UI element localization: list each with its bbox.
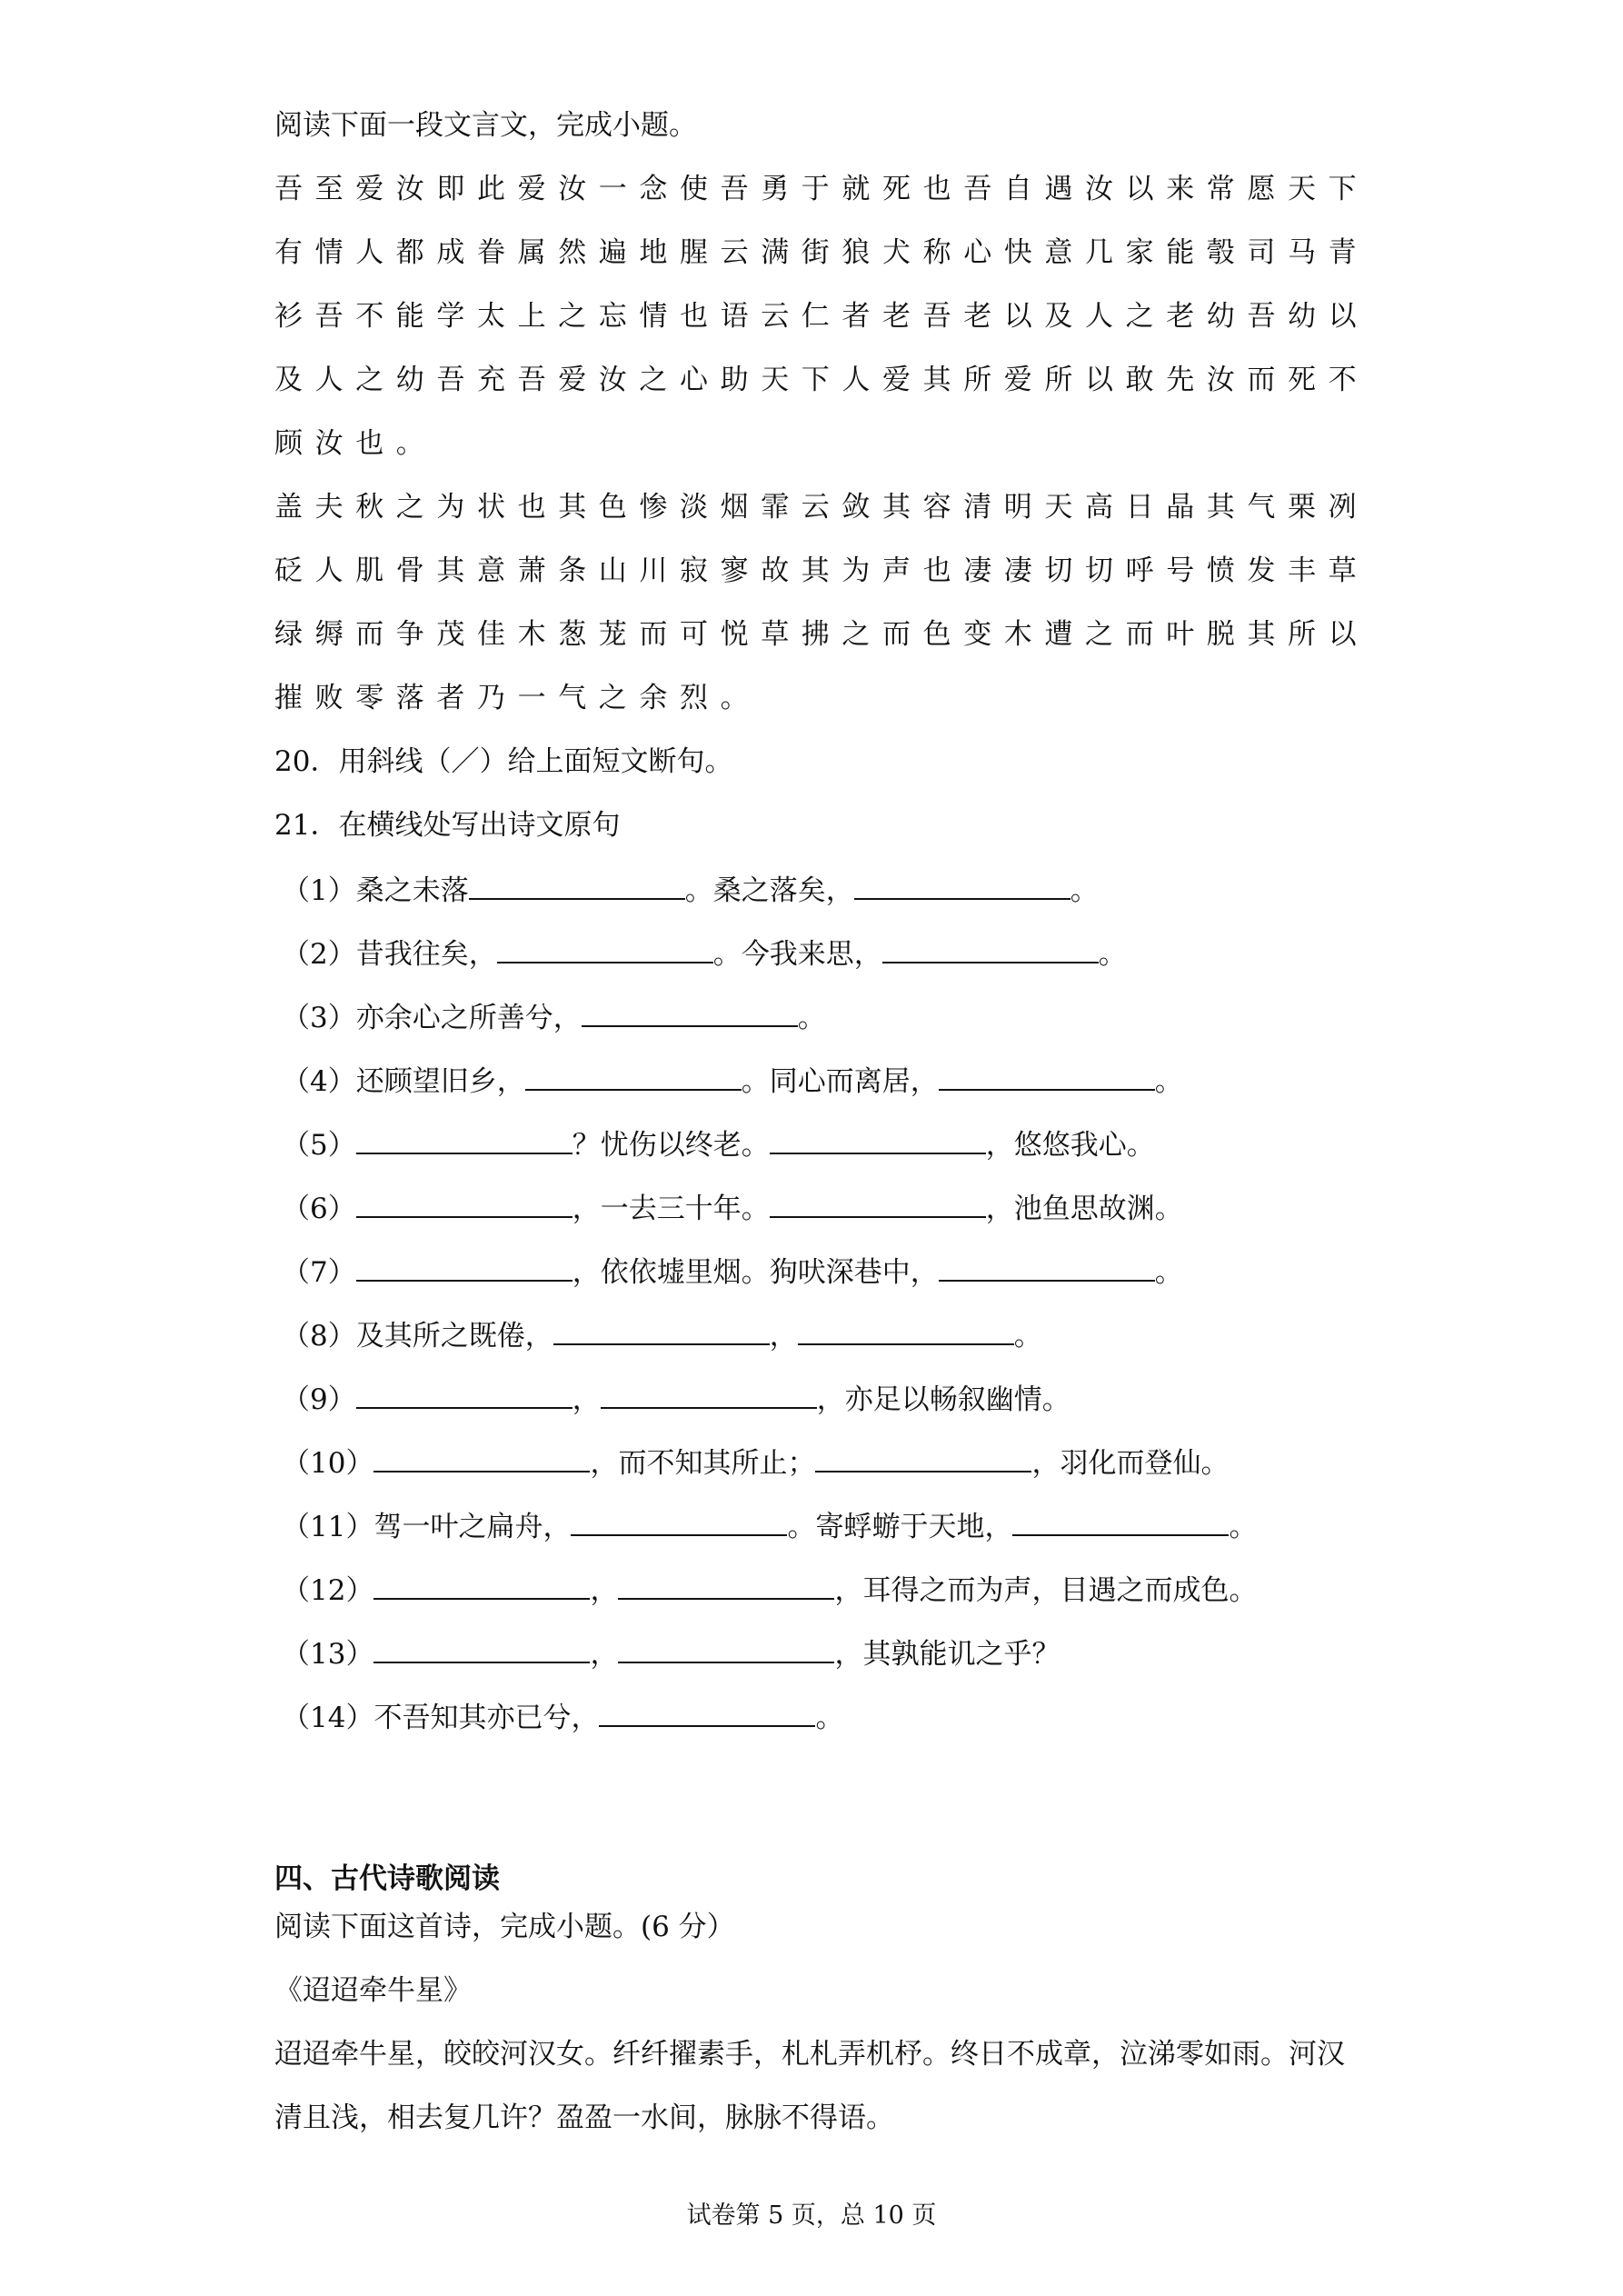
answer-blank[interactable]	[553, 1316, 770, 1345]
answer-blank[interactable]	[373, 1571, 590, 1600]
item-number: （10）	[282, 1447, 374, 1480]
reading-instruction: 阅读下面一段文言文，完成小题。	[274, 109, 697, 142]
answer-blank[interactable]	[497, 934, 713, 963]
passage-2-line: 绿缛而争茂佳木葱茏而可悦草拂之而色变木遭之而叶脱其所以	[274, 618, 1369, 651]
item-text: 。今我来思，	[712, 938, 882, 971]
fill-in-item	[282, 1380, 1383, 1416]
item-text: ，一去三十年。	[572, 1193, 770, 1225]
poem-title: 《迢迢牵牛星》	[274, 1974, 472, 2007]
answer-blank[interactable]	[571, 1507, 787, 1536]
poem-section	[274, 1909, 1392, 2163]
passage-1	[274, 171, 1383, 462]
fill-in-item	[282, 1062, 1383, 1098]
item-text: ，悠悠我心。	[985, 1129, 1155, 1162]
item-text: ，依依墟里烟。狗吠深巷中，	[572, 1256, 939, 1289]
answer-blank[interactable]	[356, 1189, 573, 1218]
answer-blank[interactable]	[599, 1698, 815, 1727]
answer-blank[interactable]	[770, 1125, 986, 1154]
main-content	[274, 107, 1383, 1762]
item-number: （4）	[282, 1065, 356, 1098]
item-number: （3）	[282, 1002, 356, 1034]
item-text: ，	[572, 1383, 601, 1416]
answer-blank[interactable]	[1012, 1507, 1229, 1536]
poem-line: 迢迢牵牛星，皎皎河汉女。纤纤擢素手，札札弄机杼。终日不成章，泣涕零如雨。河汉	[274, 2038, 1345, 2071]
poem-instruction: 阅读下面这首诗，完成小题。(6 分）	[274, 1911, 735, 1943]
item-number: （9）	[282, 1383, 356, 1416]
fill-in-item	[282, 998, 1383, 1034]
item-number: （7）	[282, 1256, 356, 1289]
answer-blank[interactable]	[373, 1634, 590, 1663]
fill-in-item	[282, 1316, 1383, 1353]
answer-blank[interactable]	[815, 1443, 1031, 1472]
answer-blank[interactable]	[798, 1316, 1014, 1345]
page-footer: 试卷第 5 页，总 10 页	[686, 2201, 937, 2230]
item-text: 。	[1229, 1511, 1258, 1543]
item-text: ，	[590, 1638, 619, 1671]
answer-blank[interactable]	[525, 1062, 742, 1091]
item-number: （2）	[282, 938, 356, 971]
section-heading: 四、古代诗歌阅读	[274, 1862, 500, 1895]
item-number: （14）	[282, 1702, 374, 1734]
passage-1-line: 吾至爱汝即此爱汝一念使吾勇于就死也吾自遇汝以来常愿天下	[274, 173, 1369, 205]
answer-blank[interactable]	[618, 1634, 834, 1663]
fill-in-item	[282, 1443, 1383, 1480]
item-text: 不吾知其亦已兮，	[373, 1702, 600, 1734]
item-text: ，池鱼思故渊。	[985, 1193, 1183, 1225]
question-21: 21．在横线处写出诗文原句	[274, 809, 621, 842]
item-text: 驾一叶之扁舟，	[373, 1511, 572, 1543]
answer-blank[interactable]	[356, 1380, 573, 1409]
item-text: ，	[590, 1574, 619, 1607]
fill-in-item	[282, 1698, 1383, 1734]
answer-blank[interactable]	[373, 1443, 590, 1472]
answer-blank[interactable]	[770, 1189, 986, 1218]
item-text: 。	[1154, 1065, 1183, 1098]
answer-blank[interactable]	[882, 934, 1099, 963]
item-text: 。	[1013, 1320, 1042, 1353]
fill-in-item	[282, 1125, 1383, 1162]
passage-2-line: 砭人肌骨其意萧条山川寂寥故其为声也凄凄切切呼号愤发丰草	[274, 554, 1369, 587]
passage-1-line: 顾汝也。	[274, 427, 437, 460]
item-text: 昔我往矣，	[355, 938, 497, 971]
item-text: 。	[1070, 874, 1099, 907]
passage-1-line: 及人之幼吾充吾爱汝之心助天下人爱其所爱所以敢先汝而死不	[274, 364, 1369, 396]
item-number: （12）	[282, 1574, 374, 1607]
item-number: （8）	[282, 1320, 356, 1353]
item-text: 。寄蜉蝣于天地，	[787, 1511, 1013, 1543]
fill-in-item	[282, 1253, 1383, 1289]
fill-in-item	[282, 1634, 1383, 1671]
item-text: ，	[769, 1320, 798, 1353]
answer-blank[interactable]	[582, 998, 798, 1027]
item-text: ，羽化而登仙。	[1031, 1447, 1230, 1480]
answer-blank[interactable]	[854, 871, 1070, 900]
item-text: 亦余心之所善兮，	[355, 1002, 582, 1034]
item-text: 及其所之既倦，	[355, 1320, 553, 1353]
fill-in-item	[282, 1507, 1383, 1543]
passage-2	[274, 489, 1383, 716]
answer-blank[interactable]	[356, 1125, 573, 1154]
passage-1-line: 有情人都成眷属然遍地腥云满街狼犬称心快意几家能彀司马青	[274, 236, 1369, 269]
answer-blank[interactable]	[939, 1062, 1155, 1091]
fill-in-item	[282, 1189, 1383, 1225]
item-text: ？忧伤以终老。	[572, 1129, 770, 1162]
answer-blank[interactable]	[469, 871, 685, 900]
fill-in-items	[274, 871, 1383, 1734]
item-text: 。桑之落矣，	[684, 874, 854, 907]
item-text: ，亦足以畅叙幽情。	[816, 1383, 1070, 1416]
item-text: 。	[815, 1702, 844, 1734]
poem-text	[274, 2036, 1392, 2136]
answer-blank[interactable]	[939, 1253, 1155, 1282]
fill-in-item	[282, 871, 1383, 907]
item-number: （11）	[282, 1511, 374, 1543]
answer-blank[interactable]	[356, 1253, 573, 1282]
fill-in-item	[282, 1571, 1383, 1607]
answer-blank[interactable]	[601, 1380, 817, 1409]
question-20: 20．用斜线（／）给上面短文断句。	[274, 745, 733, 778]
poem-line: 清且浅，相去复几许？盈盈一水间，脉脉不得语。	[274, 2101, 894, 2134]
fill-in-item	[282, 934, 1383, 971]
passage-2-line: 盖夫秋之为状也其色惨淡烟霏云敛其容清明天高日晶其气栗冽	[274, 491, 1369, 524]
item-text: 。	[1098, 938, 1127, 971]
answer-blank[interactable]	[618, 1571, 834, 1600]
passage-1-line: 衫吾不能学太上之忘情也语云仁者老吾老以及人之老幼吾幼以	[274, 300, 1369, 333]
item-number: （5）	[282, 1129, 356, 1162]
item-text: ，耳得之而为声，目遇之而成色。	[834, 1574, 1258, 1607]
item-text: 桑之未落	[355, 874, 469, 907]
item-text: 。	[797, 1002, 826, 1034]
passage-2-line: 摧败零落者乃一气之余烈。	[274, 682, 762, 714]
item-number: （6）	[282, 1193, 356, 1225]
item-text: 还顾望旧乡，	[355, 1065, 525, 1098]
item-text: ，其孰能讥之乎？	[834, 1638, 1060, 1671]
item-text: 。	[1154, 1256, 1183, 1289]
item-text: 。同心而离居，	[741, 1065, 939, 1098]
item-number: （1）	[282, 874, 356, 907]
item-number: （13）	[282, 1638, 374, 1671]
item-text: ，而不知其所止；	[590, 1447, 816, 1480]
